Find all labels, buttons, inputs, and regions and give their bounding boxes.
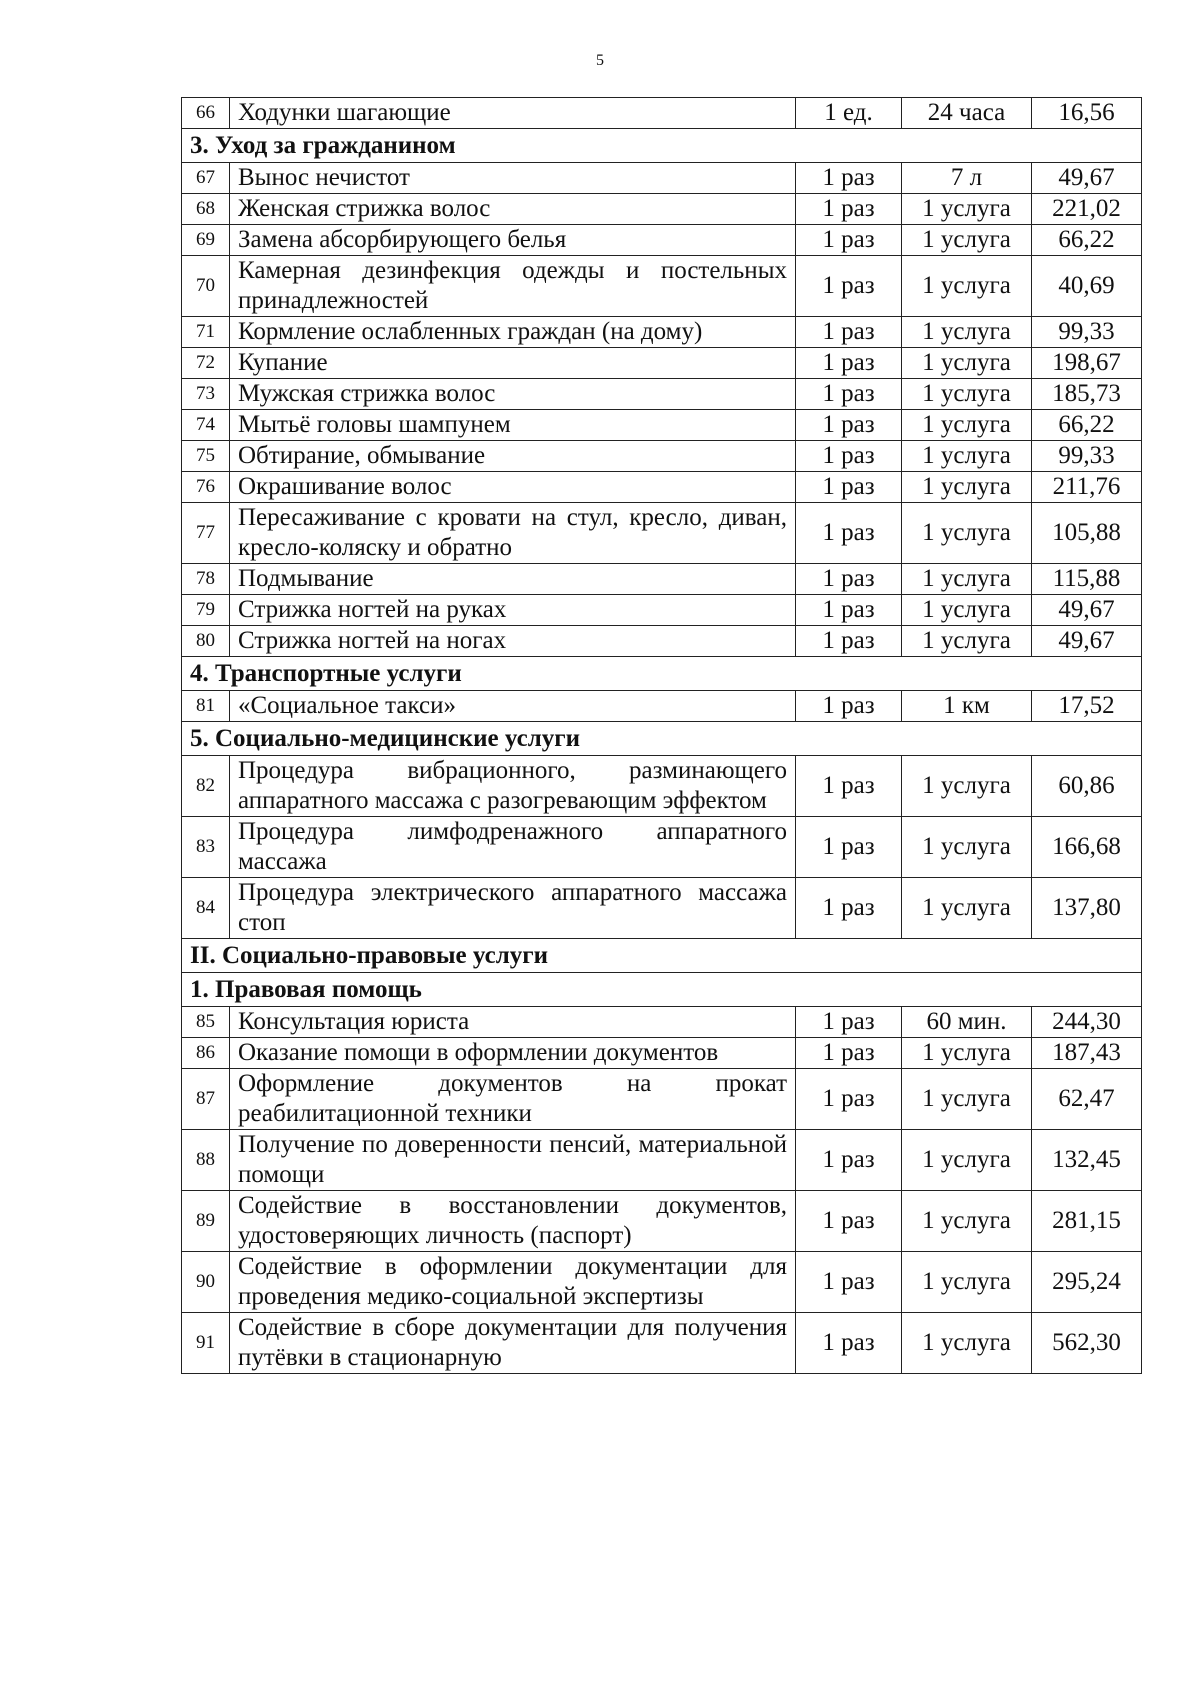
price-cell: 295,24 bbox=[1032, 1252, 1142, 1313]
row-number: 68 bbox=[182, 194, 230, 225]
service-name: Подмывание bbox=[230, 564, 796, 595]
period-cell: 1 услуга bbox=[902, 878, 1032, 939]
unit-cell: 1 раз bbox=[796, 225, 902, 256]
service-name: Камерная дезинфекция одежды и постельных принадлежностей bbox=[230, 256, 796, 317]
unit-cell: 1 ед. bbox=[796, 98, 902, 129]
table-row bbox=[182, 1038, 1142, 1069]
period-cell: 1 услуга bbox=[902, 256, 1032, 317]
section-header-row bbox=[182, 657, 1142, 691]
row-number: 80 bbox=[182, 626, 230, 657]
unit-cell: 1 раз bbox=[796, 441, 902, 472]
price-cell: 187,43 bbox=[1032, 1038, 1142, 1069]
period-cell: 24 часа bbox=[902, 98, 1032, 129]
price-cell: 166,68 bbox=[1032, 817, 1142, 878]
service-name: Женская стрижка волос bbox=[230, 194, 796, 225]
period-cell: 1 услуга bbox=[902, 1191, 1032, 1252]
price-cell: 198,67 bbox=[1032, 348, 1142, 379]
row-number: 82 bbox=[182, 756, 230, 817]
row-number: 74 bbox=[182, 410, 230, 441]
unit-cell: 1 раз bbox=[796, 503, 902, 564]
unit-cell: 1 раз bbox=[796, 1313, 902, 1374]
service-name: Мужская стрижка волос bbox=[230, 379, 796, 410]
period-cell: 1 услуга bbox=[902, 317, 1032, 348]
price-cell: 185,73 bbox=[1032, 379, 1142, 410]
service-name: Мытьё головы шампунем bbox=[230, 410, 796, 441]
period-cell: 1 услуга bbox=[902, 817, 1032, 878]
row-number: 91 bbox=[182, 1313, 230, 1374]
table-row bbox=[182, 98, 1142, 129]
service-name: Оказание помощи в оформлении документов bbox=[230, 1038, 796, 1069]
row-number: 87 bbox=[182, 1069, 230, 1130]
period-cell: 1 услуга bbox=[902, 348, 1032, 379]
row-number: 70 bbox=[182, 256, 230, 317]
service-name: «Социальное такси» bbox=[230, 691, 796, 722]
table-row bbox=[182, 626, 1142, 657]
unit-cell: 1 раз bbox=[796, 595, 902, 626]
unit-cell: 1 раз bbox=[796, 194, 902, 225]
section-title: 1. Правовая помощь bbox=[182, 973, 1142, 1007]
row-number: 78 bbox=[182, 564, 230, 595]
row-number: 86 bbox=[182, 1038, 230, 1069]
service-name: Процедура вибрационного, разминающего аппаратного массажа с разогревающим эффектом bbox=[230, 756, 796, 817]
period-cell: 1 услуга bbox=[902, 626, 1032, 657]
row-number: 66 bbox=[182, 98, 230, 129]
service-name: Процедура лимфодренажного аппаратного массажа bbox=[230, 817, 796, 878]
unit-cell: 1 раз bbox=[796, 626, 902, 657]
section-header-row bbox=[182, 939, 1142, 973]
period-cell: 7 л bbox=[902, 163, 1032, 194]
table-row bbox=[182, 225, 1142, 256]
row-number: 77 bbox=[182, 503, 230, 564]
service-name: Стрижка ногтей на ногах bbox=[230, 626, 796, 657]
service-name: Содействие в восстановлении документов, удостоверяющих личность (паспорт) bbox=[230, 1191, 796, 1252]
price-cell: 99,33 bbox=[1032, 317, 1142, 348]
price-cell: 115,88 bbox=[1032, 564, 1142, 595]
table-row bbox=[182, 317, 1142, 348]
period-cell: 1 услуга bbox=[902, 564, 1032, 595]
unit-cell: 1 раз bbox=[796, 564, 902, 595]
table-row bbox=[182, 1007, 1142, 1038]
unit-cell: 1 раз bbox=[796, 756, 902, 817]
page-number: 5 bbox=[596, 52, 604, 69]
unit-cell: 1 раз bbox=[796, 817, 902, 878]
table-body bbox=[182, 98, 1142, 1374]
unit-cell: 1 раз bbox=[796, 878, 902, 939]
unit-cell: 1 раз bbox=[796, 691, 902, 722]
unit-cell: 1 раз bbox=[796, 1069, 902, 1130]
period-cell: 1 услуга bbox=[902, 756, 1032, 817]
period-cell: 1 км bbox=[902, 691, 1032, 722]
section-header-row bbox=[182, 722, 1142, 756]
services-price-table bbox=[181, 97, 1142, 1374]
row-number: 76 bbox=[182, 472, 230, 503]
price-cell: 221,02 bbox=[1032, 194, 1142, 225]
table-row bbox=[182, 1313, 1142, 1374]
period-cell: 1 услуга bbox=[902, 441, 1032, 472]
section-title: 4. Транспортные услуги bbox=[182, 657, 1142, 691]
price-cell: 281,15 bbox=[1032, 1191, 1142, 1252]
period-cell: 1 услуга bbox=[902, 379, 1032, 410]
unit-cell: 1 раз bbox=[796, 1252, 902, 1313]
section-header-row bbox=[182, 973, 1142, 1007]
price-cell: 40,69 bbox=[1032, 256, 1142, 317]
table-row bbox=[182, 691, 1142, 722]
table-row bbox=[182, 379, 1142, 410]
service-name: Купание bbox=[230, 348, 796, 379]
row-number: 83 bbox=[182, 817, 230, 878]
price-cell: 562,30 bbox=[1032, 1313, 1142, 1374]
service-name: Ходунки шагающие bbox=[230, 98, 796, 129]
period-cell: 1 услуга bbox=[902, 225, 1032, 256]
section-title: II. Социально-правовые услуги bbox=[182, 939, 1142, 973]
table-row bbox=[182, 441, 1142, 472]
price-cell: 16,56 bbox=[1032, 98, 1142, 129]
row-number: 84 bbox=[182, 878, 230, 939]
row-number: 89 bbox=[182, 1191, 230, 1252]
unit-cell: 1 раз bbox=[796, 1191, 902, 1252]
unit-cell: 1 раз bbox=[796, 379, 902, 410]
row-number: 71 bbox=[182, 317, 230, 348]
price-cell: 66,22 bbox=[1032, 225, 1142, 256]
row-number: 81 bbox=[182, 691, 230, 722]
price-cell: 137,80 bbox=[1032, 878, 1142, 939]
unit-cell: 1 раз bbox=[796, 348, 902, 379]
period-cell: 1 услуга bbox=[902, 1069, 1032, 1130]
price-cell: 60,86 bbox=[1032, 756, 1142, 817]
period-cell: 1 услуга bbox=[902, 1130, 1032, 1191]
table-row bbox=[182, 564, 1142, 595]
table-row bbox=[182, 756, 1142, 817]
table-row bbox=[182, 1069, 1142, 1130]
service-name: Консультация юриста bbox=[230, 1007, 796, 1038]
row-number: 67 bbox=[182, 163, 230, 194]
service-name: Вынос нечистот bbox=[230, 163, 796, 194]
table-row bbox=[182, 1252, 1142, 1313]
table-row bbox=[182, 163, 1142, 194]
unit-cell: 1 раз bbox=[796, 256, 902, 317]
service-name: Содействие в сборе документации для получения путёвки в стационарную bbox=[230, 1313, 796, 1374]
table-row bbox=[182, 1130, 1142, 1191]
table-row bbox=[182, 878, 1142, 939]
price-cell: 17,52 bbox=[1032, 691, 1142, 722]
price-cell: 49,67 bbox=[1032, 595, 1142, 626]
price-cell: 49,67 bbox=[1032, 163, 1142, 194]
unit-cell: 1 раз bbox=[796, 1130, 902, 1191]
period-cell: 1 услуга bbox=[902, 1313, 1032, 1374]
price-cell: 211,76 bbox=[1032, 472, 1142, 503]
service-name: Окрашивание волос bbox=[230, 472, 796, 503]
table-row bbox=[182, 503, 1142, 564]
unit-cell: 1 раз bbox=[796, 410, 902, 441]
period-cell: 1 услуга bbox=[902, 410, 1032, 441]
service-name: Получение по доверенности пенсий, материальной помощи bbox=[230, 1130, 796, 1191]
section-header-row bbox=[182, 129, 1142, 163]
period-cell: 60 мин. bbox=[902, 1007, 1032, 1038]
table-row bbox=[182, 256, 1142, 317]
price-cell: 99,33 bbox=[1032, 441, 1142, 472]
row-number: 69 bbox=[182, 225, 230, 256]
table-row bbox=[182, 817, 1142, 878]
unit-cell: 1 раз bbox=[796, 1007, 902, 1038]
row-number: 88 bbox=[182, 1130, 230, 1191]
row-number: 75 bbox=[182, 441, 230, 472]
row-number: 73 bbox=[182, 379, 230, 410]
service-name: Замена абсорбирующего белья bbox=[230, 225, 796, 256]
period-cell: 1 услуга bbox=[902, 503, 1032, 564]
period-cell: 1 услуга bbox=[902, 595, 1032, 626]
service-name: Кормление ослабленных граждан (на дому) bbox=[230, 317, 796, 348]
service-name: Оформление документов на прокат реабилитационной техники bbox=[230, 1069, 796, 1130]
unit-cell: 1 раз bbox=[796, 1038, 902, 1069]
table-row bbox=[182, 1191, 1142, 1252]
service-name: Содействие в оформлении документации для проведения медико-социальной экспертизы bbox=[230, 1252, 796, 1313]
price-cell: 132,45 bbox=[1032, 1130, 1142, 1191]
service-name: Стрижка ногтей на руках bbox=[230, 595, 796, 626]
period-cell: 1 услуга bbox=[902, 194, 1032, 225]
table-row bbox=[182, 410, 1142, 441]
row-number: 79 bbox=[182, 595, 230, 626]
price-cell: 244,30 bbox=[1032, 1007, 1142, 1038]
unit-cell: 1 раз bbox=[796, 163, 902, 194]
section-title: 5. Социально-медицинские услуги bbox=[182, 722, 1142, 756]
service-name: Процедура электрического аппаратного массажа стоп bbox=[230, 878, 796, 939]
row-number: 85 bbox=[182, 1007, 230, 1038]
period-cell: 1 услуга bbox=[902, 472, 1032, 503]
price-cell: 62,47 bbox=[1032, 1069, 1142, 1130]
table-row bbox=[182, 472, 1142, 503]
row-number: 90 bbox=[182, 1252, 230, 1313]
unit-cell: 1 раз bbox=[796, 317, 902, 348]
price-cell: 105,88 bbox=[1032, 503, 1142, 564]
row-number: 72 bbox=[182, 348, 230, 379]
price-cell: 66,22 bbox=[1032, 410, 1142, 441]
table-row bbox=[182, 348, 1142, 379]
period-cell: 1 услуга bbox=[902, 1252, 1032, 1313]
period-cell: 1 услуга bbox=[902, 1038, 1032, 1069]
table-row bbox=[182, 194, 1142, 225]
service-name: Пересаживание с кровати на стул, кресло, диван, кресло-коляску и обратно bbox=[230, 503, 796, 564]
service-name: Обтирание, обмывание bbox=[230, 441, 796, 472]
table-row bbox=[182, 595, 1142, 626]
unit-cell: 1 раз bbox=[796, 472, 902, 503]
price-cell: 49,67 bbox=[1032, 626, 1142, 657]
section-title: 3. Уход за гражданином bbox=[182, 129, 1142, 163]
